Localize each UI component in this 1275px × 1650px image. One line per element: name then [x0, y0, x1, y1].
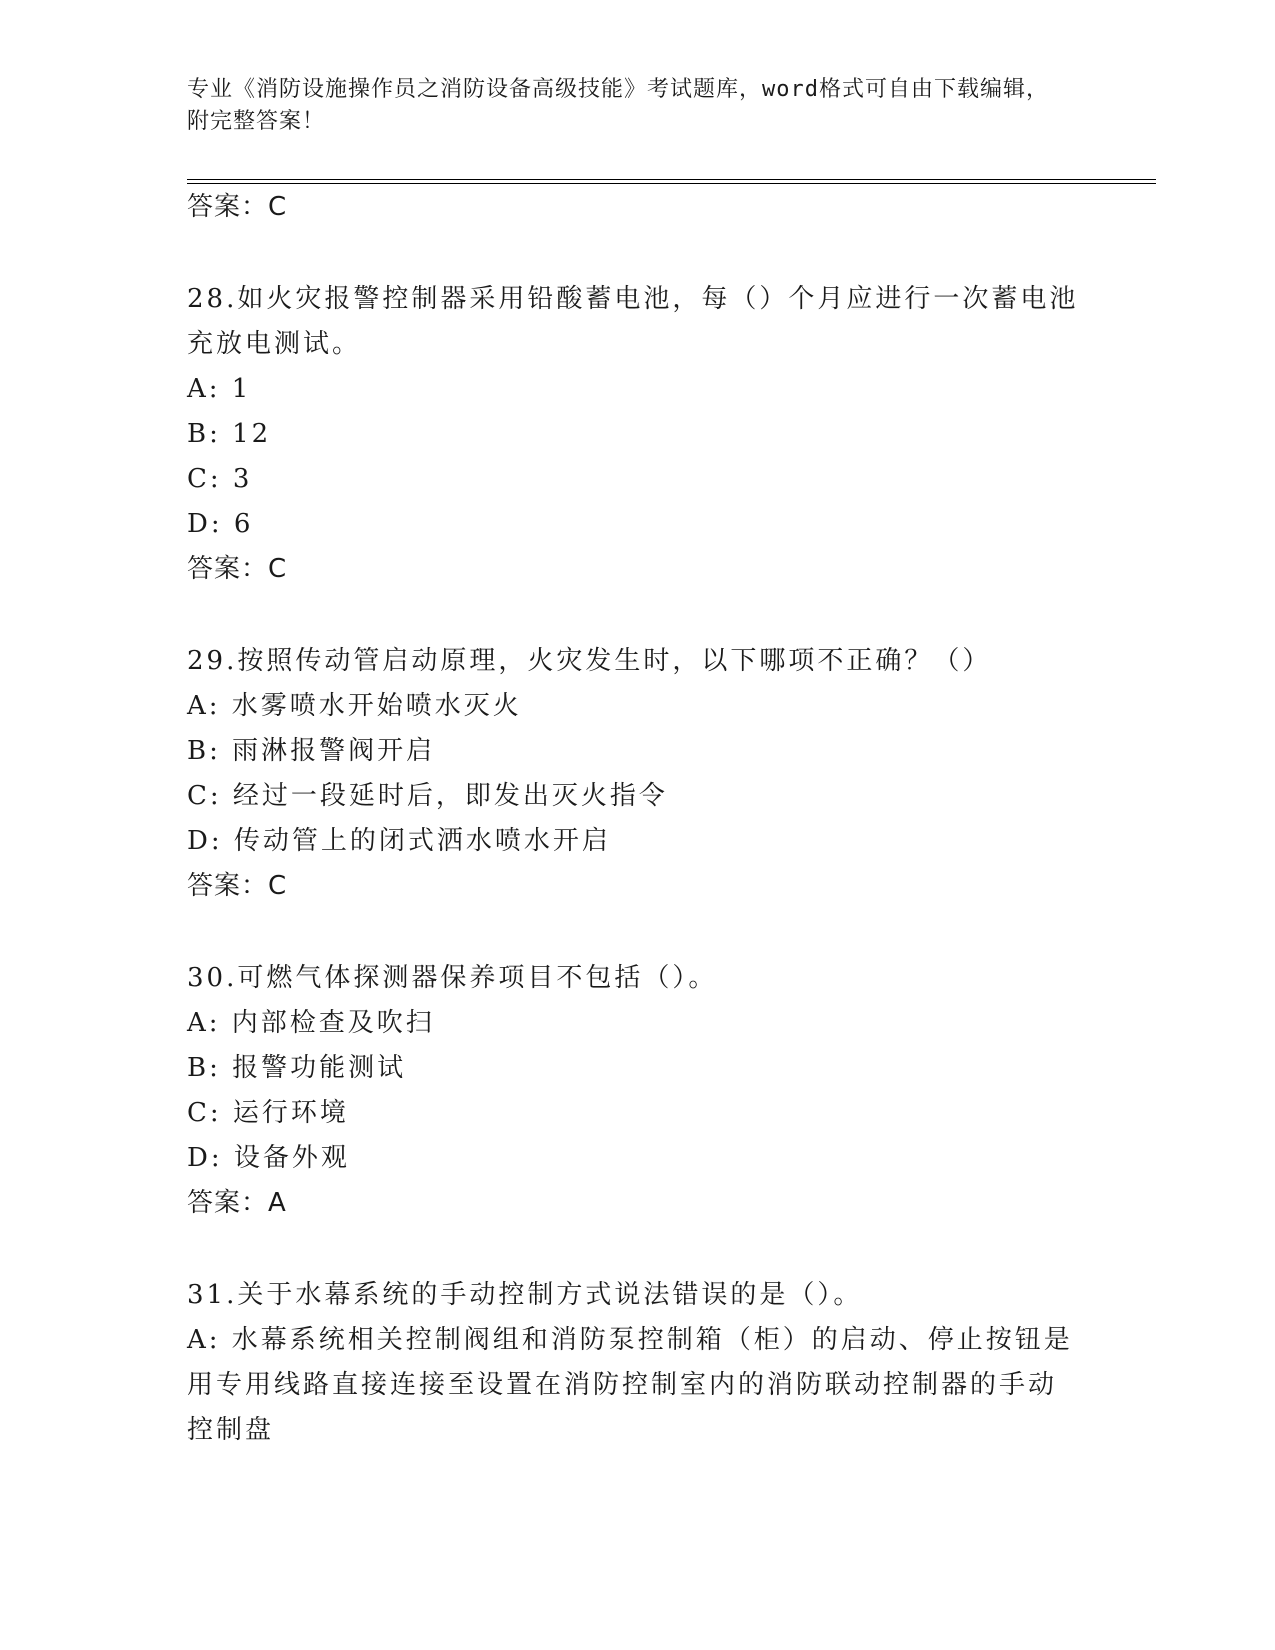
question-stem: 28.如火灾报警控制器采用铅酸蓄电池，每（）个月应进行一次蓄电池	[187, 284, 1079, 314]
option-b: B: 雨淋报警阀开启	[187, 736, 436, 766]
question-stem: 31.关于水幕系统的手动控制方式说法错误的是（）。	[187, 1280, 863, 1310]
option-a: A: 1	[187, 374, 252, 404]
answer-line: 答案：A	[187, 1188, 287, 1218]
option-d: D: 6	[187, 509, 254, 539]
question-stem: 29.按照传动管启动原理，火灾发生时，以下哪项不正确？（）	[187, 646, 992, 676]
question-stem: 30.可燃气体探测器保养项目不包括（）。	[187, 963, 718, 993]
question-item	[187, 1273, 1087, 1453]
option-d: D: 设备外观	[187, 1143, 350, 1173]
question-stem: 充放电测试。	[187, 329, 362, 359]
answer-line: 答案：C	[187, 554, 288, 584]
question-list	[187, 185, 1087, 1453]
option-a: A: 内部检查及吹扫	[187, 1008, 435, 1038]
option-c: C: 运行环境	[187, 1098, 349, 1128]
question-item	[187, 956, 1087, 1226]
option-b: B: 12	[187, 419, 272, 449]
option-a-continued: 控制盘	[187, 1415, 275, 1445]
option-a-continued: 用专用线路直接连接至设置在消防控制室内的消防联动控制器的手动	[187, 1370, 1058, 1400]
option-c: C: 经过一段延时后，即发出灭火指令	[187, 781, 668, 811]
question-item	[187, 277, 1087, 592]
document-header: 专业《消防设施操作员之消防设备高级技能》考试题库，word格式可自由下载编辑，附完整答案！	[187, 77, 1049, 134]
option-b: B: 报警功能测试	[187, 1053, 407, 1083]
header-divider-top	[187, 179, 1156, 180]
option-d: D: 传动管上的闭式洒水喷水开启	[187, 826, 611, 856]
answer-line: 答案：C	[187, 192, 288, 222]
option-c: C: 3	[187, 464, 253, 494]
header-divider-bottom	[187, 183, 1156, 184]
option-a: A: 水幕系统相关控制阀组和消防泵控制箱（柜）的启动、停止按钮是	[187, 1325, 1073, 1355]
question-item	[187, 639, 1087, 909]
answer-line: 答案：C	[187, 871, 288, 901]
option-a: A: 水雾喷水开始喷水灭火	[187, 691, 522, 721]
